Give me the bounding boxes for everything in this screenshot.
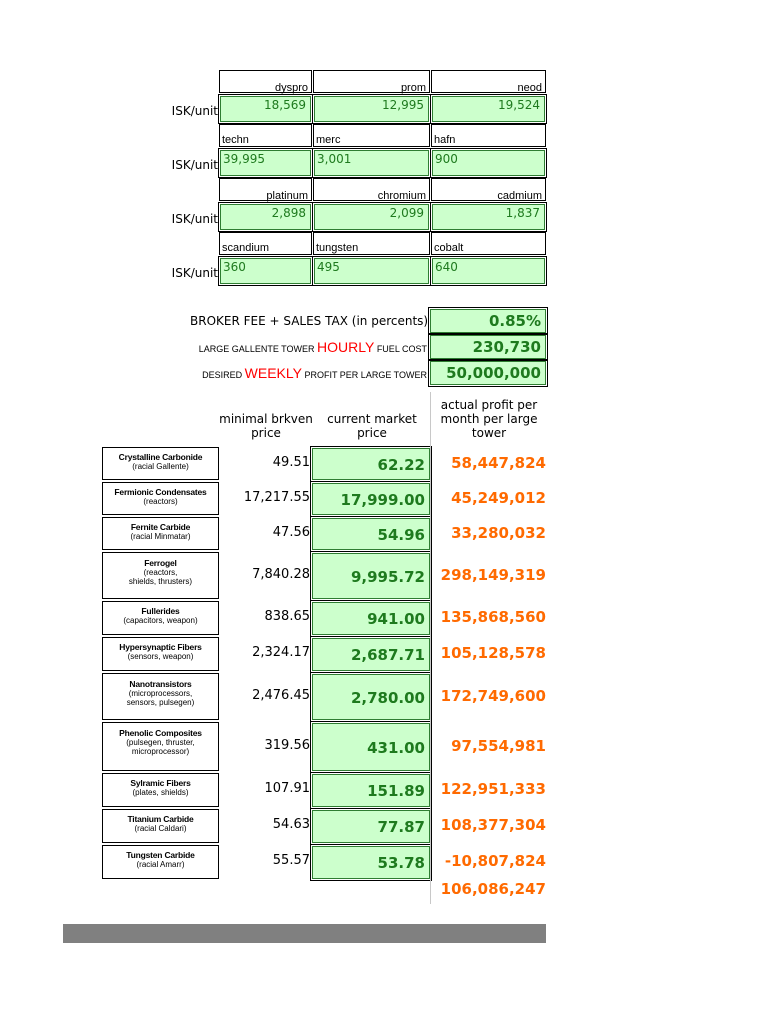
material-usage: (pulsegen, thruster, microprocessor) — [126, 738, 195, 756]
minimal-breakeven-price: 49.51 — [272, 454, 310, 470]
mineral-name: merc — [316, 134, 341, 146]
minimal-breakeven-price: 47.56 — [272, 524, 310, 540]
fuel-cost-label-pre: LARGE GALLENTE TOWER — [198, 344, 317, 354]
actual-profit-header: actual profit per month per large tower — [440, 398, 538, 440]
fuel-cost-value[interactable]: 230,730 — [430, 335, 546, 359]
material-usage: (racial Gallente) — [132, 462, 189, 471]
mineral-price-value: 18,569 — [264, 98, 306, 112]
mineral-price-input[interactable] — [220, 258, 311, 284]
fuel-cost-label — [190, 339, 427, 355]
mineral-name-cell — [219, 124, 312, 147]
actual-profit-value: 172,749,600 — [440, 686, 546, 705]
material-name-cell — [102, 845, 219, 879]
minimal-breakeven-price: 838.65 — [264, 609, 310, 624]
mineral-name-cell — [431, 124, 546, 147]
actual-profit-value: 108,377,304 — [440, 816, 546, 834]
material-name: Sylramic Fibers — [130, 778, 191, 788]
minimal-breakeven-price: 319.56 — [264, 737, 310, 753]
desired-profit-value[interactable]: 50,000,000 — [430, 361, 546, 385]
actual-profit-value: 58,447,824 — [451, 453, 546, 472]
mineral-name: cadmium — [497, 190, 542, 202]
minimal-breakeven-price: 17,217.55 — [243, 489, 310, 505]
mineral-price-input[interactable] — [314, 96, 429, 122]
material-name-cell — [102, 552, 219, 599]
fuel-cost-label-post: FUEL COST — [374, 344, 427, 354]
mineral-name-cell — [431, 178, 546, 201]
material-name-cell — [102, 722, 219, 771]
mineral-price-value: 2,099 — [389, 206, 424, 220]
current-market-price-input[interactable]: 62.22 — [312, 448, 430, 480]
mineral-price-input[interactable] — [432, 204, 545, 230]
current-market-price-input[interactable]: 17,999.00 — [312, 483, 430, 515]
total-profit-value: 106,086,247 — [440, 880, 546, 898]
mineral-price-input[interactable] — [432, 258, 545, 284]
mineral-price-value: 2,898 — [271, 206, 306, 220]
material-name: Hypersynaptic Fibers — [119, 642, 202, 652]
mineral-name: chromium — [377, 190, 426, 202]
mineral-price-input[interactable] — [220, 204, 311, 230]
actual-profit-value: 135,868,560 — [440, 608, 546, 626]
mineral-name-cell — [431, 232, 546, 255]
material-name-cell — [102, 447, 219, 480]
actual-profit-value: 122,951,333 — [440, 780, 546, 798]
mineral-name: hafn — [434, 134, 456, 146]
mineral-name-cell — [431, 70, 546, 93]
current-market-price-input[interactable]: 941.00 — [312, 602, 430, 635]
current-market-price-input[interactable]: 53.78 — [312, 846, 430, 879]
material-usage: (reactors, shields, thrusters) — [128, 568, 193, 586]
mineral-price-input[interactable] — [314, 150, 429, 176]
current-market-price-input[interactable]: 431.00 — [312, 723, 430, 771]
mineral-name: platinum — [266, 190, 308, 202]
material-usage: (plates, shields) — [132, 788, 189, 797]
isk-unit-label: ISK/unit — [171, 104, 218, 118]
minimal-breakeven-price: 107.91 — [264, 781, 310, 796]
minimal-breakeven-price: 2,476.45 — [252, 687, 310, 703]
material-name: Nanotransistors — [129, 679, 192, 689]
mineral-name-cell — [313, 70, 430, 93]
current-market-price-input[interactable]: 54.96 — [312, 518, 430, 550]
minimal-breakeven-price: 2,324.17 — [252, 645, 310, 660]
mineral-price-value: 360 — [223, 260, 246, 274]
mineral-price-value: 3,001 — [317, 152, 352, 166]
broker-fee-value[interactable]: 0.85% — [430, 309, 546, 333]
isk-unit-label: ISK/unit — [171, 266, 218, 280]
material-usage: (microprocessors, sensors, pulsegen) — [126, 689, 195, 707]
actual-profit-value: 33,280,032 — [451, 523, 546, 542]
mineral-name: scandium — [222, 242, 270, 254]
material-name: Phenolic Composites — [119, 728, 202, 738]
material-name-cell — [102, 517, 219, 550]
current-market-price-input[interactable]: 2,687.71 — [312, 638, 430, 671]
desired-profit-label-post: PROFIT PER LARGE TOWER — [301, 370, 427, 380]
mineral-name-cell — [313, 124, 430, 147]
mineral-name: dyspro — [274, 82, 308, 94]
material-usage: (sensors, weapon) — [127, 652, 194, 661]
actual-profit-value: -10,807,824 — [444, 852, 546, 870]
footer-bar — [63, 924, 546, 943]
mineral-price-input[interactable] — [432, 150, 545, 176]
mineral-name-cell — [219, 70, 312, 93]
mineral-price-value: 495 — [317, 260, 340, 274]
desired-profit-label-pre: DESIRED — [202, 370, 245, 380]
mineral-name: tungsten — [316, 242, 359, 254]
material-name-cell — [102, 482, 219, 515]
mineral-name: neod — [517, 82, 542, 94]
minimal-breakeven-price: 55.57 — [272, 853, 310, 868]
mineral-name: prom — [400, 82, 426, 94]
actual-profit-value: 105,128,578 — [440, 644, 546, 662]
mineral-name: cobalt — [434, 242, 464, 254]
material-name-cell — [102, 601, 219, 635]
mineral-price-value: 1,837 — [505, 206, 540, 220]
material-name: Tungsten Carbide — [126, 850, 195, 860]
mineral-price-input[interactable] — [314, 204, 429, 230]
current-market-price-input[interactable]: 2,780.00 — [312, 674, 430, 720]
actual-profit-value: 45,249,012 — [451, 488, 546, 507]
actual-profit-value: 298,149,319 — [440, 565, 546, 584]
current-market-price-input[interactable]: 77.87 — [312, 810, 430, 843]
material-name: Titanium Carbide — [127, 814, 194, 824]
material-name-cell — [102, 773, 219, 807]
isk-unit-label: ISK/unit — [171, 212, 218, 226]
mineral-price-value: 640 — [435, 260, 458, 274]
mineral-price-input[interactable] — [314, 258, 429, 284]
material-name: Crystalline Carbonide — [118, 452, 203, 462]
mineral-name-cell — [313, 232, 430, 255]
mineral-name-cell — [219, 232, 312, 255]
material-name: Fermionic Condensates — [114, 487, 207, 497]
desired-profit-label — [190, 365, 427, 381]
material-name-cell — [102, 637, 219, 671]
mineral-price-input[interactable] — [432, 96, 545, 122]
material-name: Fullerides — [141, 606, 180, 616]
minimal-breakeven-price: 54.63 — [272, 817, 310, 832]
mineral-price-input[interactable] — [220, 150, 311, 176]
material-usage: (racial Amarr) — [136, 860, 185, 869]
current-market-price-input[interactable]: 9,995.72 — [312, 553, 430, 599]
mineral-name-cell — [219, 178, 312, 201]
fuel-cost-label-emphasis: HOURLY — [317, 339, 375, 355]
broker-fee-label: BROKER FEE + SALES TAX (in percents) — [190, 314, 429, 328]
current-market-price-input[interactable]: 151.89 — [312, 774, 430, 807]
material-usage: (reactors) — [143, 497, 178, 506]
mineral-name: techn — [222, 134, 249, 146]
mineral-price-value: 12,995 — [382, 98, 424, 112]
material-name: Ferrogel — [144, 558, 177, 568]
material-name: Fernite Carbide — [130, 522, 191, 532]
isk-unit-label: ISK/unit — [171, 158, 218, 172]
material-usage: (racial Caldari) — [134, 824, 187, 833]
minimal-breakeven-price: 7,840.28 — [252, 566, 310, 582]
mineral-price-value: 39,995 — [223, 152, 265, 166]
material-name-cell — [102, 809, 219, 843]
material-usage: (capacitors, weapon) — [123, 616, 198, 625]
mineral-name-cell — [313, 178, 430, 201]
material-name-cell — [102, 673, 219, 720]
desired-profit-label-emphasis: WEEKLY — [244, 365, 302, 381]
actual-profit-value: 97,554,981 — [451, 736, 546, 755]
mineral-price-value: 900 — [435, 152, 458, 166]
current-price-header: current market price — [327, 412, 417, 440]
mineral-price-input[interactable] — [220, 96, 311, 122]
gridline — [430, 392, 431, 904]
minimal-price-header: minimal brkven price — [219, 412, 313, 440]
material-usage: (racial Minmatar) — [130, 532, 191, 541]
mineral-price-value: 19,524 — [498, 98, 540, 112]
